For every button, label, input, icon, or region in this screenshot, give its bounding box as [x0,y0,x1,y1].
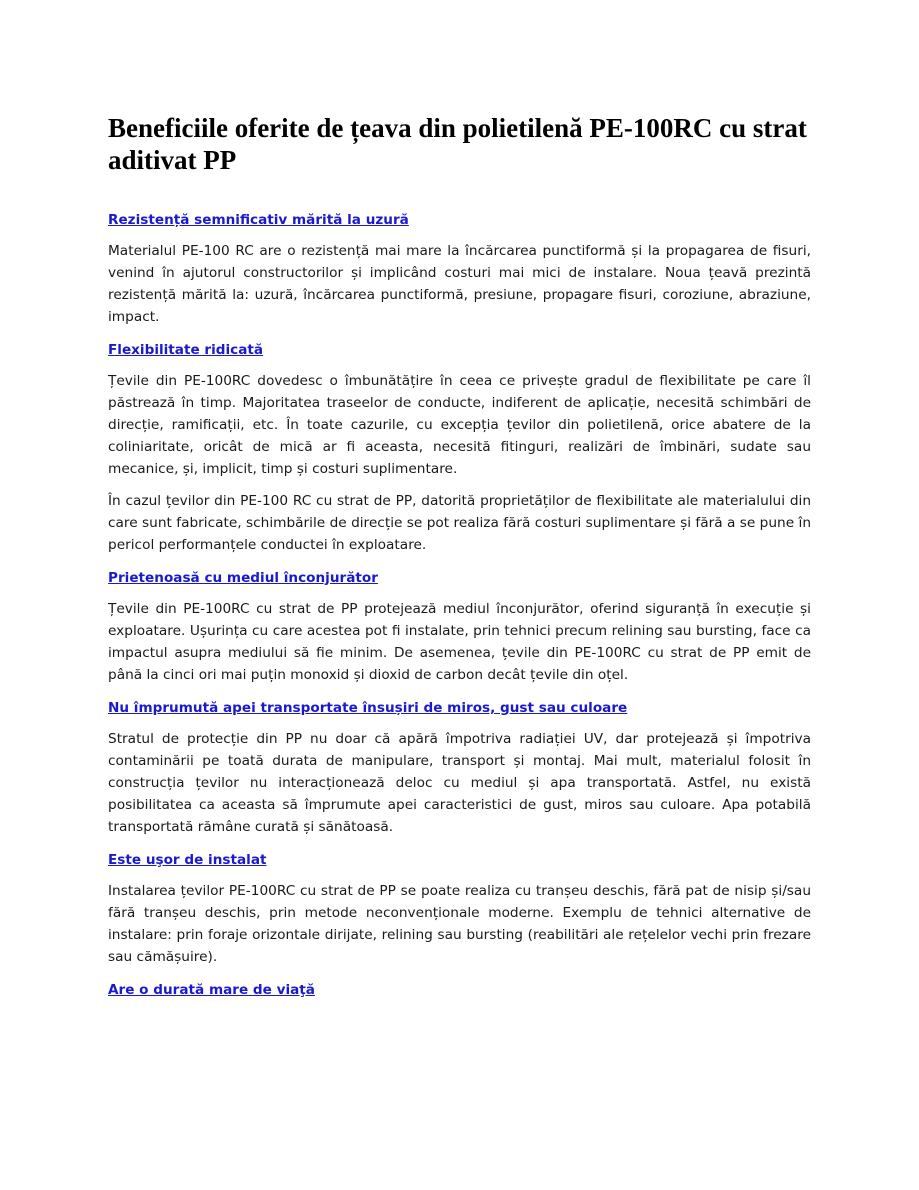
section-long-life [108,978,811,1002]
section-heading-link[interactable]: Prietenoasă cu mediul înconjurător [108,570,378,586]
section-heading-link[interactable]: Nu împrumută apei transportate însușiri de miros, gust sau culoare [108,700,628,716]
paragraph: Țevile din PE-100RC cu strat de PP protejează mediul înconjurător, oferind siguranță în execuție și exploatare. Ușurința cu care acestea pot fi instalate, prin tehnici precum relining sau bursting, face ca impactul asupra mediului să fie minim. De asemenea, țevile din PE-100RC cu strat de PP emit de până la cinci ori mai puțin monoxid și dioxid de carbon decât țevile din oțel. [108,601,811,683]
paragraph: Țevile din PE-100RC dovedesc o îmbunătățire în ceea ce privește gradul de flexibilitate pe care îl păstrează în timp. Majoritatea traseelor de conducte, indiferent de aplicație, necesită schimbări de direcție, ramificații, etc. În toate cazurile, cu excepția țevilor din polietilenă, orice abatere de la coliniaritate, oricât de mică ar fi aceasta, necesită fitinguri, realizări de îmbinări, sudate sau mecanice, și, implicit, timp și costuri suplimentare. [108,373,811,477]
page-title: Beneficiile oferite de țeava din polietilenă PE-100RC cu strat aditivat PP [108,113,807,175]
paragraph: Stratul de protecție din PP nu doar că apără împotriva radiației UV, dar protejează și împotriva contaminării pe toată durata de manipulare, transport și montaj. Mai mult, materialul folosit în construcția țevilor nu interacționează deloc cu mediul și apa transportată. Astfel, nu există posibilitatea ca aceasta să împrumute apei caracteristici de gust, miros sau culoare. Apa potabilă transportată rămâne curată și sănătoasă. [108,731,811,835]
section-heading-link[interactable]: Are o durată mare de viaţă [108,982,315,998]
section-flexibility [108,338,811,556]
section-heading-link[interactable]: Rezistență semnificativ mărită la uzură [108,212,409,228]
document-page [108,112,811,1010]
section-heading-link[interactable]: Flexibilitate ridicată [108,342,264,358]
section-no-taste-odor [108,696,811,838]
section-easy-install [108,848,811,968]
paragraph: În cazul țevilor din PE-100 RC cu strat de PP, datorită proprietăților de flexibilitate ale materialului din care sunt fabricate, schimbările de direcție se pot realiza fără costuri suplimentare și fără a se pune în pericol performanțele conductei în exploatare. [108,493,811,553]
section-heading-link[interactable]: Este uşor de instalat [108,852,267,868]
section-environment [108,566,811,686]
section-wear-resistance [108,208,811,328]
paragraph: Materialul PE-100 RC are o rezistență mai mare la încărcarea punctiformă și la propagarea de fisuri, venind în ajutorul constructorilor și implicând costuri mai mici de instalare. Noua țeavă prezintă rezistență mărită la: uzură, încărcarea punctiformă, presiune, propagare fisuri, coroziune, abraziune, impact. [108,243,811,325]
paragraph: Instalarea țevilor PE-100RC cu strat de PP se poate realiza cu tranșeu deschis, fără pat de nisip și/sau fără tranșeu deschis, prin metode neconvenționale moderne. Exemplu de tehnici alternative de instalare: prin foraje orizontale dirijate, relining sau bursting (reabilitări ale rețelelor vechi prin frezare sau cămășuire). [108,883,811,965]
